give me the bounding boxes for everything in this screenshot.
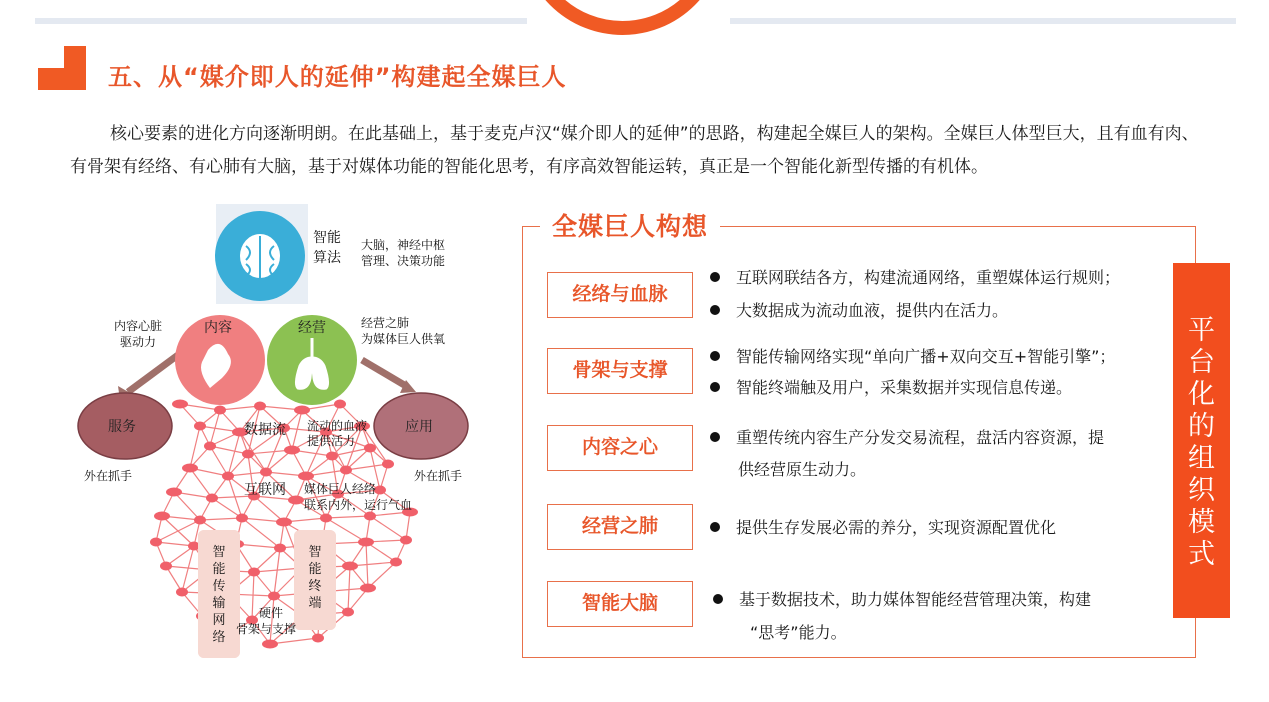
network-node — [260, 468, 272, 477]
internet-desc-1: 媒体巨人经络 — [304, 482, 377, 496]
bullet-dot-icon — [710, 432, 720, 442]
network-node — [222, 472, 234, 481]
side-label-box — [1173, 263, 1230, 618]
lung-desc-1: 经营之肺 — [361, 316, 410, 330]
service-label: 服务 — [108, 419, 136, 435]
title-marker-icon — [38, 46, 86, 90]
bullet-meridian-2: 大数据成为流动血液，提供内在活力。 — [710, 294, 1008, 327]
content-circle-label: 内容 — [204, 320, 232, 336]
network-node — [364, 444, 376, 453]
media-giant-diagram — [70, 200, 500, 670]
network-node — [284, 446, 300, 455]
network-node — [340, 466, 352, 475]
brain-desc-1: 大脑，神经中枢 — [361, 238, 446, 252]
network-node — [390, 558, 402, 567]
network-node — [160, 562, 172, 571]
network-node — [326, 452, 338, 461]
panel-title: 全媒巨人构想 — [540, 207, 720, 243]
network-node — [254, 402, 266, 411]
hardware-label-2: 骨架与支撑 — [236, 622, 297, 636]
category-smart-brain: 智能大脑 — [547, 581, 693, 627]
network-node — [288, 496, 304, 505]
internet-desc-2: 联系内外，运行气血 — [304, 498, 413, 512]
network-node — [248, 568, 260, 577]
network-node — [298, 472, 314, 481]
category-skeleton: 骨架与支撑 — [547, 348, 693, 394]
network-node — [400, 536, 412, 545]
bullet-operation-lung: 提供生存发展必需的养分，实现资源配置优化 — [710, 511, 1056, 544]
network-node — [154, 512, 170, 521]
network-node — [342, 562, 358, 571]
bullet-smart-brain-cont: “思考”能力。 — [750, 623, 847, 642]
brain-desc-2: 管理、决策功能 — [361, 254, 446, 268]
category-content-heart: 内容之心 — [547, 425, 693, 471]
network-node — [166, 488, 182, 497]
brain-label-1: 智能 — [313, 230, 341, 246]
lung-desc-2: 为媒体巨人供氧 — [361, 332, 446, 346]
network-node — [274, 544, 286, 553]
network-node — [382, 460, 394, 469]
bullet-dot-icon — [713, 594, 723, 604]
application-label: 应用 — [405, 419, 433, 435]
network-node — [214, 406, 226, 415]
network-node — [276, 518, 292, 527]
network-node — [360, 584, 376, 593]
bullet-dot-icon — [710, 305, 720, 315]
network-node — [294, 406, 310, 415]
network-node — [262, 640, 278, 649]
network-node — [312, 634, 324, 643]
bullet-dot-icon — [710, 522, 720, 532]
network-node — [172, 400, 188, 409]
network-column: 智 能 传 输 网 络 — [198, 530, 240, 658]
external-right-label: 外在抓手 — [414, 469, 463, 483]
network-node — [320, 514, 332, 523]
internet-label: 互联网 — [244, 482, 286, 498]
network-node — [182, 464, 198, 473]
hardware-label-1: 硬件 — [259, 606, 284, 620]
network-node — [242, 450, 254, 459]
network-node — [194, 422, 206, 431]
side-label-text: 平 台 化 的 组 织 模 式 — [1188, 315, 1215, 570]
network-node — [204, 442, 216, 451]
data-flow-desc-1: 流动的血液 — [307, 419, 368, 433]
bullet-skeleton-1: 智能传输网络实现“单向广播+双向交互+智能引擎”； — [710, 340, 1115, 373]
bullet-meridian-1: 互联网联结各方，构建流通网络，重塑媒体运行规则； — [710, 261, 1120, 294]
heart-desc-1: 内容心脏 — [114, 319, 163, 333]
page-title: 五、从“媒介即人的延伸”构建起全媒巨人 — [108, 63, 567, 91]
top-decorative-circle — [520, 0, 725, 35]
network-node — [150, 538, 162, 547]
category-operation-lung: 经营之肺 — [547, 504, 693, 550]
bullet-smart-brain: 基于数据技术，助力媒体智能经营管理决策，构建 — [713, 583, 1091, 616]
network-node — [194, 516, 206, 525]
brain-label-2: 算法 — [313, 250, 341, 266]
bullet-dot-icon — [710, 272, 720, 282]
network-node — [358, 538, 374, 547]
bullet-dot-icon — [710, 351, 720, 361]
bullet-dot-icon — [710, 382, 720, 392]
top-divider-right — [730, 18, 1236, 24]
data-flow-desc-2: 提供活力 — [307, 434, 356, 448]
bullet-content-heart-cont: 供经营原生动力。 — [738, 460, 867, 479]
network-node — [268, 592, 280, 601]
operation-circle-label: 经营 — [298, 320, 326, 336]
network-node — [334, 400, 346, 409]
network-node — [236, 514, 248, 523]
bullet-content-heart: 重塑传统内容生产分发交易流程，盘活内容资源，提 — [710, 421, 1104, 454]
network-node — [206, 494, 218, 503]
top-divider-left — [35, 18, 527, 24]
heart-desc-2: 驱动力 — [120, 335, 157, 349]
category-meridian: 经络与血脉 — [547, 272, 693, 318]
network-node — [342, 608, 354, 617]
data-flow-label: 数据流 — [244, 422, 286, 438]
intro-paragraph: 核心要素的进化方向逐渐明朗。在此基础上，基于麦克卢汉“媒介即人的延伸”的思路，构建起全媒巨人的架构。全媒巨人体型巨大，且有血有肉、有骨架有经络、有心肺有大脑，基于对媒体功能的智能化思考，有序高效智能运转，真正是一个智能化新型传播的有机体。 — [70, 124, 1199, 177]
terminal-column: 智 能 终 端 — [294, 530, 336, 630]
external-left-label: 外在抓手 — [84, 469, 133, 483]
network-node — [176, 588, 188, 597]
bullet-skeleton-2: 智能终端触及用户，采集数据并实现信息传递。 — [710, 371, 1072, 404]
